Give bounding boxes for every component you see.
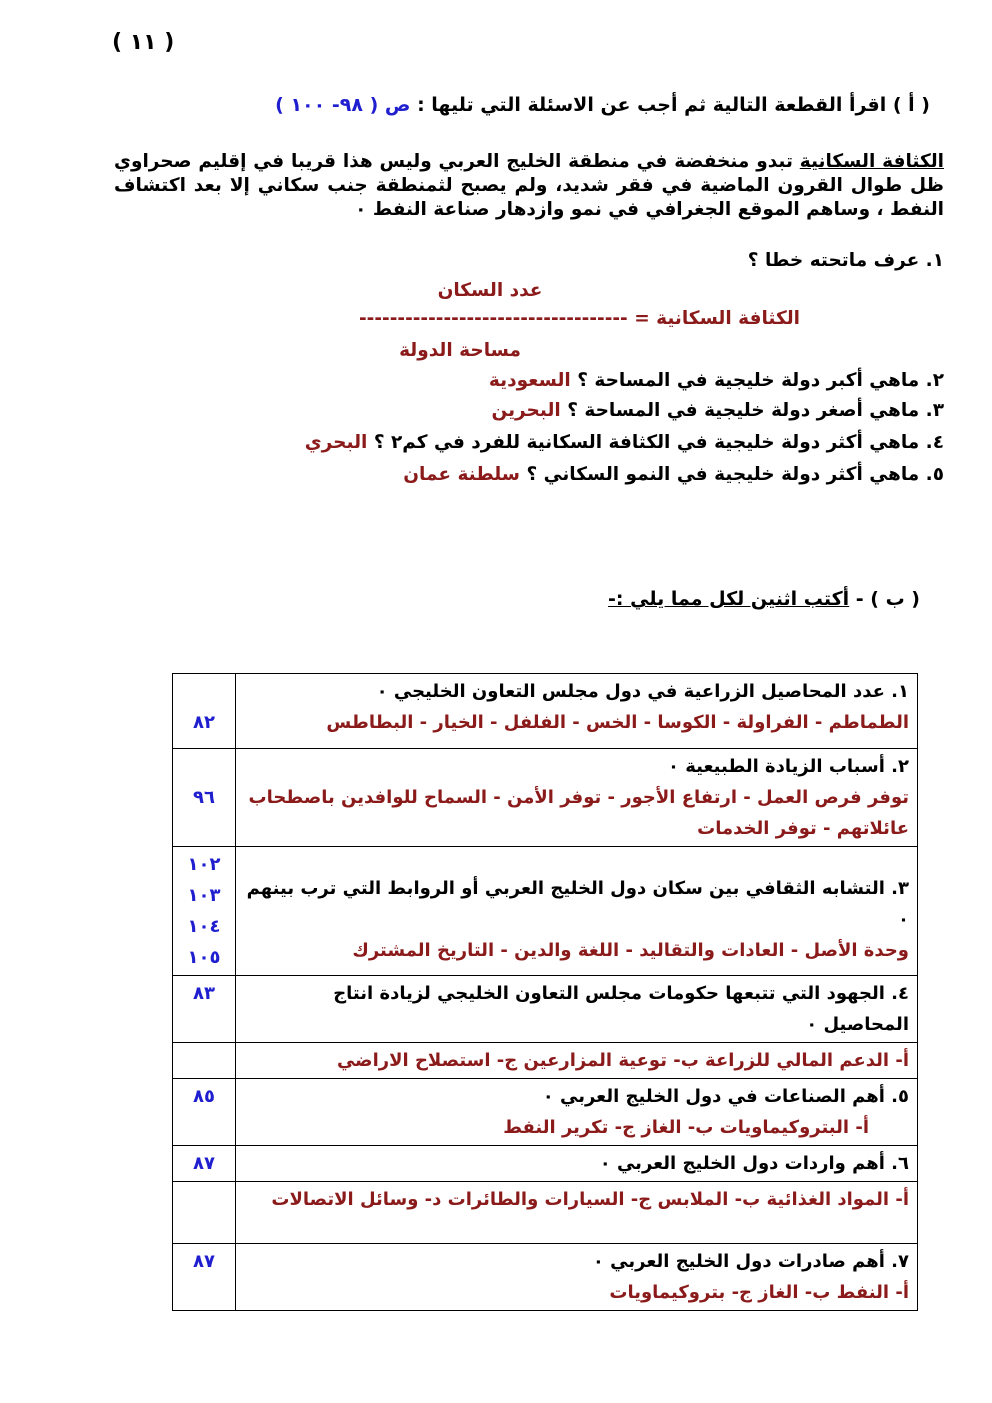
- row-page: ٨٣: [193, 983, 215, 1004]
- row-page: ١٠٣: [187, 885, 221, 906]
- page-number: ( ١١ ): [112, 30, 175, 55]
- section-a-instruction: ( أ ) اقرأ القطعة التالية ثم أجب عن الاسئلة التي تليها :: [417, 94, 930, 116]
- table-row: [173, 1079, 918, 1146]
- question-cell: [236, 1244, 918, 1311]
- formula-denominator: مساحة الدولة: [399, 340, 521, 361]
- page-cell: [173, 674, 236, 749]
- row-question: ٦. أهم واردات دول الخليج العربي ٠: [599, 1153, 909, 1174]
- formula-numerator: عدد السكان: [437, 280, 543, 301]
- table-row: [173, 749, 918, 847]
- question-cell: [236, 847, 918, 976]
- row-answer: أ- المواد الغذائية ب- الملابس ج- السيارات والطائرات د- وسائل الاتصالات: [271, 1189, 909, 1210]
- row-page: ١٠٢: [187, 854, 221, 875]
- row-answer: أ- البتروكيماويات ب- الغاز ج- تكرير النفط: [503, 1117, 869, 1138]
- row-page: ٨٧: [193, 1251, 215, 1272]
- page-cell: [173, 847, 236, 976]
- row-page: ١٠٤: [187, 916, 221, 937]
- question-cell: [236, 1182, 918, 1244]
- answer-text: سلطنة عمان: [403, 464, 520, 485]
- answer-text: السعودية: [488, 370, 571, 391]
- table-row: [173, 847, 918, 976]
- row-answer: الطماطم - الفراولة - الكوسا - الخس - الفلفل - الخيار - البطاطس: [326, 712, 909, 733]
- row-page: ٨٢: [193, 712, 215, 733]
- question-text: ٥. ماهي أكثر دولة خليجية في النمو السكاني ؟: [526, 464, 944, 485]
- page-cell: [173, 1182, 236, 1244]
- table-row: [173, 1182, 918, 1244]
- table-row: [173, 1244, 918, 1311]
- question-cell: [236, 976, 918, 1043]
- row-question: ٧. أهم صادرات دول الخليج العربي ٠: [592, 1251, 909, 1272]
- row-question: ١. عدد المحاصيل الزراعية في دول مجلس التعاون الخليجي ٠: [376, 681, 909, 702]
- row-question: ٢. أسباب الزيادة الطبيعية ٠: [667, 756, 909, 777]
- answer-text: البحرين: [491, 400, 561, 421]
- passage-text: تبدو منخفضة في منطقة الخليج العربي وليس هذا قريبا في إقليم صحراوي ظل طوال القرون الماضية في فقر شديد، ولم يصبح لثمنطقة جنب سكاني إلا بعد اكتشاف النفط ، وساهم الموقع الجغرافي في نمو وازدهار صناعة النفط ٠: [114, 151, 944, 220]
- page-reference: ص ( ٩٨- ١٠٠ ): [275, 94, 411, 116]
- page-cell: [173, 976, 236, 1043]
- table-row: [173, 1146, 918, 1182]
- page-cell: [173, 1043, 236, 1079]
- questions-table: [172, 673, 918, 1311]
- page-cell: [173, 1146, 236, 1182]
- question-cell: [236, 674, 918, 749]
- section-a-title: [275, 94, 930, 116]
- section-b-prefix: ( ب ) -: [855, 588, 920, 610]
- question-1: ١. عرف ماتحته خطا ؟: [747, 250, 944, 271]
- formula-line: [300, 308, 800, 329]
- section-b-title: [608, 588, 920, 610]
- question-text: ٢. ماهي أكبر دولة خليجية في المساحة ؟: [577, 370, 944, 391]
- row-question: ٣. التشابه الثقافي بين سكان دول الخليج العربي أو الروابط التي ترب بينهم ٠: [246, 878, 909, 930]
- row-answer: توفر فرص العمل - ارتفاع الأجور - توفر الأمن - السماح للوافدين باصطحاب عائلاتهم - توفر الخدمات: [248, 787, 909, 839]
- reading-passage: [114, 150, 944, 222]
- passage-underlined-term: الكثافة السكانية: [799, 151, 945, 172]
- question-cell: [236, 1043, 918, 1079]
- page-cell: [173, 1079, 236, 1146]
- section-b-instruction: أكتب اثنين لكل مما يلي :-: [608, 588, 850, 610]
- question-cell: [236, 749, 918, 847]
- formula-dashes: -----------------------------------: [359, 308, 628, 329]
- row-page: ١٠٥: [187, 947, 221, 968]
- row-answer: أ- النفط ب- الغاز ج- بتروكيماويات: [609, 1282, 909, 1303]
- question-text: ٤. ماهي أكثر دولة خليجية في الكثافة السكانية للفرد في كم٢ ؟: [373, 432, 944, 453]
- table-row: [173, 1043, 918, 1079]
- formula-label: الكثافة السكانية =: [634, 308, 800, 329]
- row-answer: وحدة الأصل - العادات والتقاليد - اللغة والدين - التاريخ المشترك: [352, 940, 909, 961]
- page-cell: [173, 1244, 236, 1311]
- row-page: ٩٦: [193, 787, 215, 808]
- table-row: [173, 674, 918, 749]
- row-question: ٥. أهم الصناعات في دول الخليج العربي ٠: [542, 1086, 909, 1107]
- row-page: ٨٧: [193, 1153, 215, 1174]
- question-5: [403, 464, 944, 485]
- question-text: ٣. ماهي أصغر دولة خليجية في المساحة ؟: [567, 400, 944, 421]
- answer-text: البحري: [304, 432, 368, 453]
- row-question: ٤. الجهود التي تتبعها حكومات مجلس التعاون الخليجي لزيادة انتاج المحاصيل ٠: [333, 983, 909, 1035]
- page-cell: [173, 749, 236, 847]
- question-cell: [236, 1079, 918, 1146]
- table-row: [173, 976, 918, 1043]
- question-2: [489, 370, 944, 391]
- row-answer: أ- الدعم المالي للزراعة ب- توعية المزارعين ج- استصلاح الاراضي: [336, 1050, 909, 1071]
- row-page: ٨٥: [193, 1086, 215, 1107]
- question-3: [491, 400, 944, 421]
- question-4: [305, 432, 944, 453]
- question-cell: [236, 1146, 918, 1182]
